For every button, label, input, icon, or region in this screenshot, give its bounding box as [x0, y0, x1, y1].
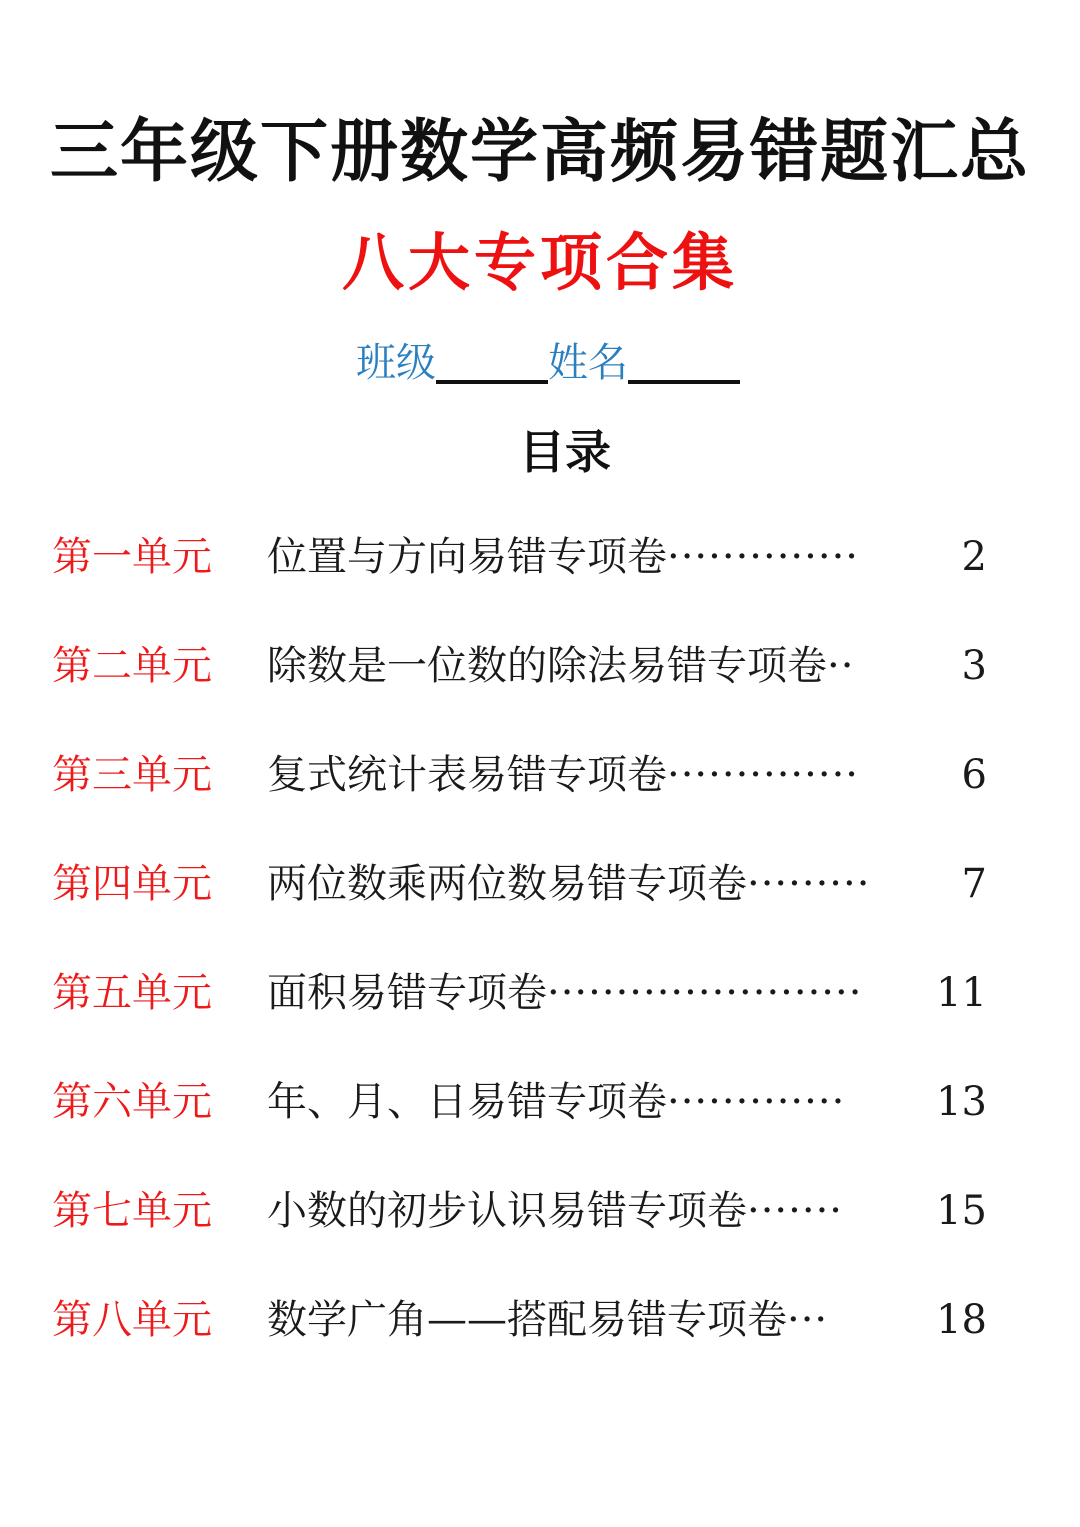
class-name-fields	[356, 338, 740, 388]
class-blank	[436, 380, 548, 384]
toc-unit-label: 第三单元	[52, 752, 212, 798]
document-subtitle: 八大专项合集	[341, 226, 738, 299]
toc-title: 年、月、日易错专项卷	[267, 1079, 667, 1125]
toc-page-number: 15	[936, 1188, 987, 1234]
toc-item-unit-7	[52, 1182, 987, 1291]
toc-heading: 目录	[519, 425, 611, 479]
toc-dot-leader: ·······	[747, 1188, 844, 1234]
table-of-contents	[52, 528, 987, 1400]
toc-dot-leader: ···	[787, 1297, 829, 1343]
toc-dot-leader: ··············	[667, 534, 860, 580]
toc-unit-label: 第一单元	[52, 534, 212, 580]
toc-item-unit-4	[52, 855, 987, 964]
toc-item-unit-1	[52, 528, 987, 637]
toc-unit-label: 第二单元	[52, 643, 212, 689]
toc-page-number: 6	[961, 752, 987, 798]
toc-unit-label: 第四单元	[52, 861, 212, 907]
toc-page-number: 11	[936, 970, 987, 1016]
toc-dot-leader: ·············	[667, 1079, 846, 1125]
toc-title: 复式统计表易错专项卷	[267, 752, 667, 798]
toc-title: 两位数乘两位数易错专项卷	[267, 861, 747, 907]
document-title: 三年级下册数学高频易错题汇总	[49, 113, 1030, 192]
toc-page-number: 7	[961, 861, 987, 907]
toc-item-unit-2	[52, 637, 987, 746]
toc-title: 数学广角——搭配易错专项卷	[267, 1297, 787, 1343]
toc-title: 位置与方向易错专项卷	[267, 534, 667, 580]
toc-item-unit-5	[52, 964, 987, 1073]
toc-dot-leader: ··············	[667, 752, 860, 798]
toc-dot-leader: ··	[827, 643, 855, 689]
toc-unit-label: 第六单元	[52, 1079, 212, 1125]
name-label: 姓名	[548, 340, 628, 386]
class-label: 班级	[356, 340, 436, 386]
toc-item-unit-3	[52, 746, 987, 855]
toc-title: 小数的初步认识易错专项卷	[267, 1188, 747, 1234]
name-blank	[628, 380, 740, 384]
toc-page-number: 18	[936, 1297, 987, 1343]
toc-unit-label: 第七单元	[52, 1188, 212, 1234]
toc-item-unit-6	[52, 1073, 987, 1182]
toc-dot-leader: ·········	[747, 861, 871, 907]
toc-item-unit-8	[52, 1291, 987, 1400]
toc-title: 除数是一位数的除法易错专项卷	[267, 643, 827, 689]
toc-page-number: 2	[961, 534, 987, 580]
toc-unit-label: 第五单元	[52, 970, 212, 1016]
toc-page-number: 3	[961, 643, 987, 689]
toc-title: 面积易错专项卷	[267, 970, 547, 1016]
toc-dot-leader: ·······················	[547, 970, 863, 1016]
toc-page-number: 13	[936, 1079, 987, 1125]
toc-unit-label: 第八单元	[52, 1297, 212, 1343]
